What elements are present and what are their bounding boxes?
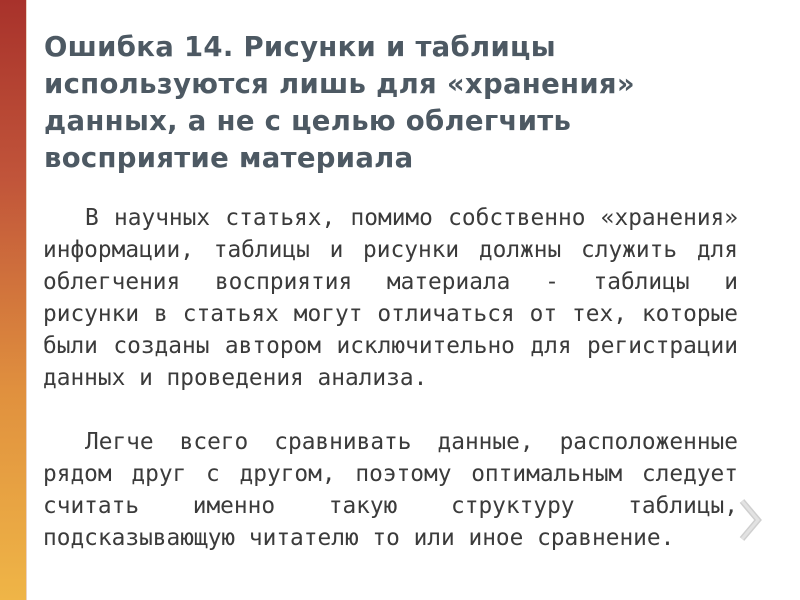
body-paragraph-1: В научных статьях, помимо собственно «хранения» информации, таблицы и рисунки должны служить для облегчения восприятия материала - таблицы и рисунки в статьях могут отличаться от тех, которые были созданы автором исключительно для регистрации данных и проведения анализа. xyxy=(43,205,738,391)
side-bar-divider xyxy=(26,0,27,600)
slide-title: Ошибка 14. Рисунки и таблицы используются лишь для «хранения» данных, а не с целью облегчить восприятие материала xyxy=(44,31,635,174)
next-slide-button[interactable] xyxy=(738,498,762,542)
decorative-side-bar xyxy=(0,0,26,600)
slide-body xyxy=(43,202,738,554)
body-paragraph-2: Легче всего сравнивать данные, расположенные рядом друг с другом, поэтому оптимальным следует считать именно такую структуру таблицы, подсказывающую читателю то или иное сравнение. xyxy=(43,429,738,551)
chevron-right-icon xyxy=(738,498,762,542)
